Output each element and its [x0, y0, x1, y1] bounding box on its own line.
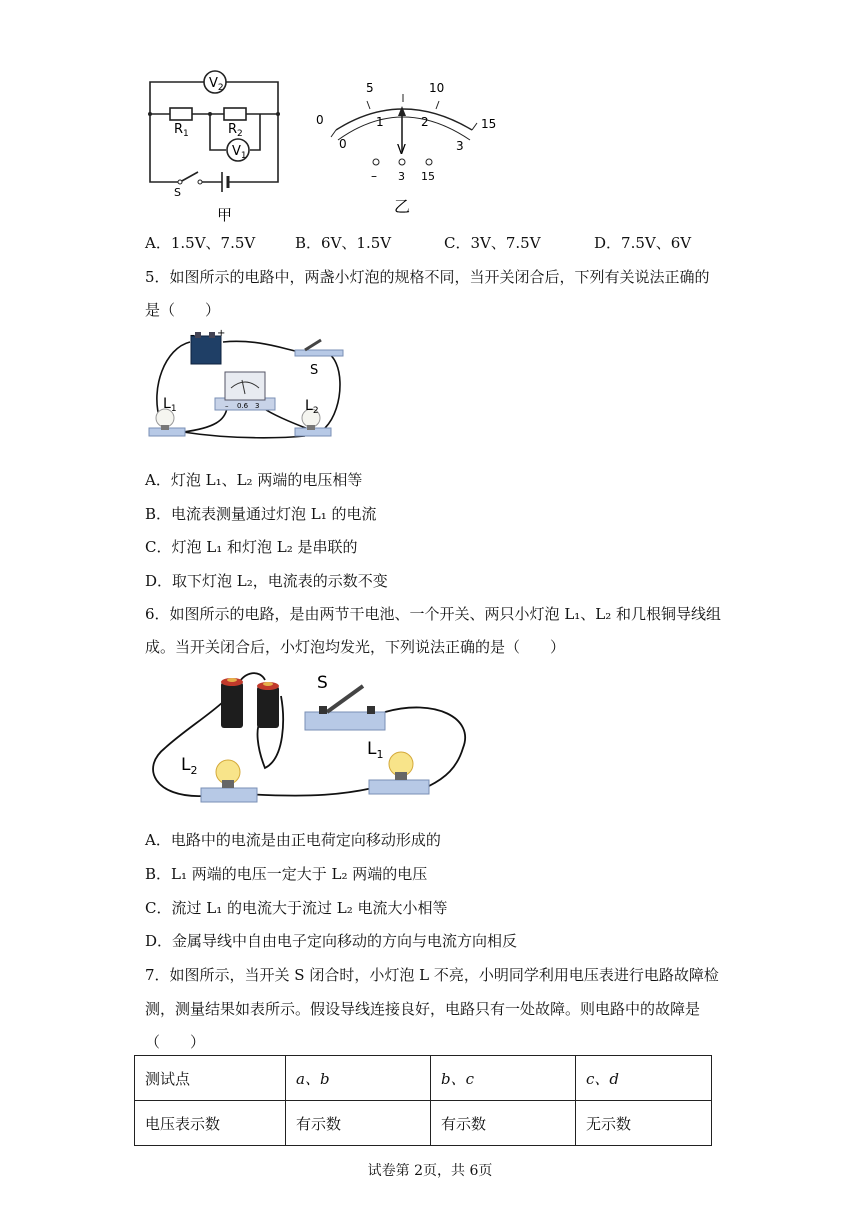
r1-label: $R_1$ — [174, 122, 189, 139]
top-scale-10: 10 — [429, 81, 445, 95]
top-scale-15: 15 — [481, 117, 497, 131]
table-cell: a、b — [286, 1056, 431, 1101]
q4-option-c[interactable]: C．3V、7.5V — [444, 234, 541, 252]
q6-option-b[interactable]: B．L₁ 两端的电压一定大于 L₂ 两端的电压 — [145, 865, 428, 883]
table-cell: c、d — [576, 1056, 712, 1101]
top-scale-5: 5 — [366, 81, 374, 95]
circuit-diagram-jia — [140, 64, 300, 224]
svg-text:0.6: 0.6 — [237, 402, 249, 410]
q6-switch-label: S — [317, 673, 328, 693]
top-scale-0: 0 — [316, 113, 324, 127]
q4-option-d[interactable]: D．7.5V、6V — [594, 234, 692, 252]
table-cell: 无示数 — [576, 1101, 712, 1146]
q5-stem-line1: 5．如图所示的电路中，两盏小灯泡的规格不同，当开关闭合后，下列有关说法正确的 — [145, 268, 710, 286]
v1-label: $V_1$ — [232, 144, 247, 161]
q7-test-table — [134, 1055, 712, 1146]
svg-text:–: – — [190, 330, 195, 341]
switch-label: S — [174, 186, 181, 199]
q6-option-a[interactable]: A．电路中的电流是由正电荷定向移动形成的 — [145, 831, 441, 849]
r2-label: $R_2$ — [228, 122, 243, 139]
terminal-15: 15 — [421, 170, 435, 183]
table-cell: 电压表示数 — [135, 1101, 286, 1146]
caption-jia: 甲 — [217, 206, 233, 224]
caption-yi: 乙 — [394, 197, 411, 216]
bottom-scale-3: 3 — [456, 139, 464, 153]
q6-circuit-picture — [145, 668, 475, 813]
q5-l1-label: $L_1$ — [163, 396, 177, 414]
svg-text:3: 3 — [255, 402, 260, 410]
q4-option-a[interactable]: A．1.5V、7.5V — [145, 234, 256, 252]
q5-switch-label: S — [310, 363, 319, 378]
bottom-scale-2: 2 — [421, 115, 429, 129]
table-row — [135, 1101, 712, 1146]
q6-l2-label: $L_2$ — [181, 755, 198, 777]
q6-option-d[interactable]: D．金属导线中自由电子定向移动的方向与电流方向相反 — [145, 932, 518, 950]
q6-option-c[interactable]: C．流过 L₁ 的电流大于流过 L₂ 电流大小相等 — [145, 899, 448, 917]
page-footer: 试卷第 2页，共 6页 — [367, 1163, 493, 1179]
svg-text:–: – — [225, 402, 229, 410]
q7-stem-line2: 测，测量结果如表所示。假设导线连接良好，电路只有一处故障。则电路中的故障是 — [145, 1000, 701, 1018]
q5-stem-line2: 是（ ） — [145, 301, 221, 319]
v2-label: $V_2$ — [209, 76, 224, 93]
q4-option-b[interactable]: B．6V、1.5V — [295, 234, 392, 252]
q5-option-c[interactable]: C．灯泡 L₁ 和灯泡 L₂ 是串联的 — [145, 538, 358, 556]
q5-option-d[interactable]: D．取下灯泡 L₂，电流表的示数不变 — [145, 572, 388, 590]
q6-stem-line1: 6．如图所示的电路，是由两节干电池、一个开关、两只小灯泡 L₁、L₂ 和几根铜导线组 — [145, 605, 722, 623]
svg-text:+: + — [217, 328, 226, 339]
table-cell: 有示数 — [431, 1101, 576, 1146]
terminal-3: 3 — [398, 170, 405, 183]
q7-stem-line1: 7．如图所示，当开关 S 闭合时，小灯泡 L 不亮，小明同学利用电压表进行电路故障检 — [145, 966, 719, 984]
bottom-scale-1: 1 — [376, 115, 384, 129]
q5-l2-label: $L_2$ — [305, 398, 319, 416]
meter-label: V — [397, 143, 406, 158]
q5-option-a[interactable]: A．灯泡 L₁、L₂ 两端的电压相等 — [145, 471, 363, 489]
q7-stem-line3: （ ） — [145, 1033, 206, 1051]
table-cell: 有示数 — [286, 1101, 431, 1146]
table-row — [135, 1056, 712, 1101]
q5-circuit-picture — [145, 328, 355, 443]
bottom-scale-0: 0 — [339, 137, 347, 151]
q5-option-b[interactable]: B．电流表测量通过灯泡 L₁ 的电流 — [145, 505, 377, 523]
q6-stem-line2: 成。当开关闭合后，小灯泡均发光，下列说法正确的是（ ） — [145, 638, 566, 656]
table-cell: 测试点 — [135, 1056, 286, 1101]
terminal-minus: – — [371, 169, 377, 183]
table-cell: b、c — [431, 1056, 576, 1101]
voltmeter-dial-yi — [308, 70, 508, 220]
q6-l1-label: $L_1$ — [367, 739, 384, 761]
